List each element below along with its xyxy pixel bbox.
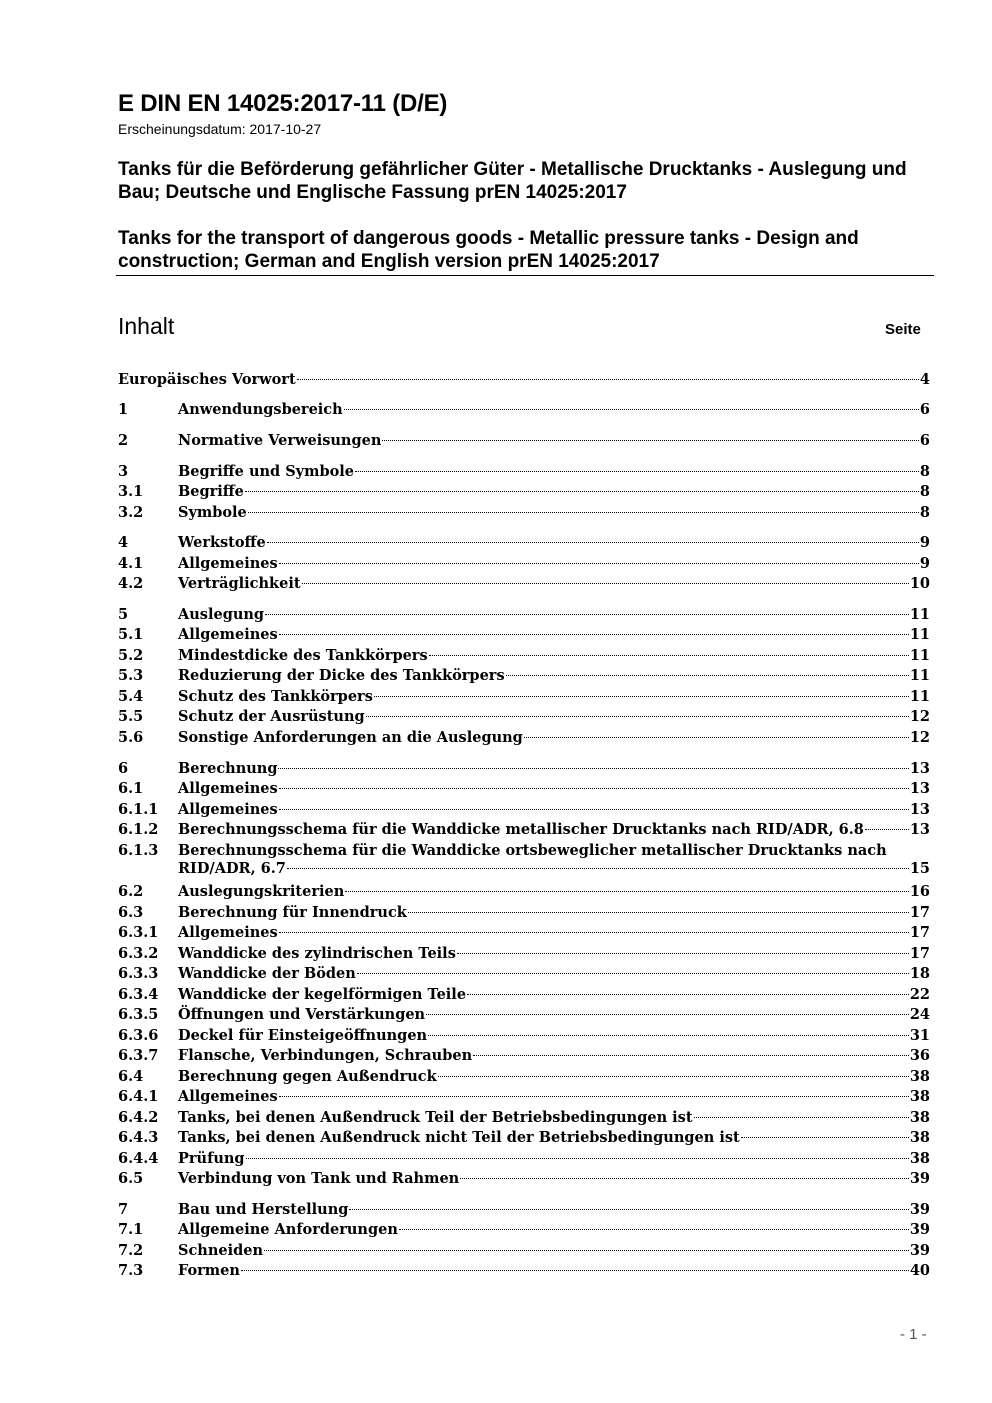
- toc-entry-title: Auslegung: [178, 606, 265, 623]
- toc-entry-page: 39: [909, 1201, 930, 1218]
- toc-entry[interactable]: [118, 965, 930, 985]
- toc-entry-number: 5: [118, 606, 129, 623]
- toc-entry-page: 40: [909, 1262, 930, 1279]
- toc-entry-page: 12: [909, 708, 930, 725]
- toc-entry-title: Verträglichkeit: [178, 575, 301, 592]
- toc-entry-title: Auslegungskriterien: [178, 883, 345, 900]
- toc-entry[interactable]: [118, 575, 930, 595]
- document-id: E DIN EN 14025:2017-11 (D/E): [118, 90, 448, 117]
- toc-entry-number: 6.4.2: [118, 1109, 159, 1126]
- toc-entry-title: Werkstoffe: [178, 534, 266, 551]
- publication-date: Erscheinungsdatum: 2017-10-27: [118, 121, 322, 137]
- toc-entry-number: 5.2: [118, 647, 144, 664]
- toc-entry-title: Tanks, bei denen Außendruck nicht Teil der Betriebsbedingungen ist: [178, 1129, 740, 1146]
- toc-entry[interactable]: [118, 924, 930, 944]
- leader-dots: [265, 614, 909, 615]
- leader-dots: [278, 768, 908, 769]
- leader-dots: [741, 1137, 909, 1138]
- toc-entry[interactable]: [118, 504, 930, 524]
- leader-dots: [279, 1096, 909, 1097]
- toc-entry-page: 17: [909, 945, 930, 962]
- toc-entry[interactable]: [118, 883, 930, 903]
- toc-entry-page: 11: [909, 688, 930, 705]
- leader-dots: [279, 809, 909, 810]
- toc-entry-title: Deckel für Einsteigeöffnungen: [178, 1027, 428, 1044]
- toc-entry-page: 4: [919, 371, 930, 388]
- toc-entry-title: Allgemeine Anforderungen: [178, 1221, 398, 1238]
- toc-entry-number: 5.6: [118, 729, 144, 746]
- toc-entry[interactable]: [118, 842, 930, 882]
- toc-entry-page: 6: [919, 432, 930, 449]
- toc-entry[interactable]: [118, 801, 930, 821]
- toc-entry-page: 13: [909, 801, 930, 818]
- toc-entry-number: 6.3: [118, 904, 144, 921]
- toc-entry-title: Europäisches Vorwort: [118, 371, 296, 388]
- leader-dots: [345, 891, 909, 892]
- leader-dots: [355, 471, 919, 472]
- toc-entry-title: Sonstige Anforderungen an die Auslegung: [178, 729, 523, 746]
- toc-entry[interactable]: [118, 708, 930, 728]
- toc-entry[interactable]: [118, 401, 930, 421]
- toc-entry-number: 6.1.1: [118, 801, 159, 818]
- toc-entry-page: 15: [909, 860, 930, 877]
- leader-dots: [264, 1250, 909, 1251]
- leader-dots: [382, 440, 919, 441]
- toc-entry[interactable]: [118, 1109, 930, 1129]
- toc-entry-number: 6.4.4: [118, 1150, 159, 1167]
- toc-entry-title: Allgemeines: [178, 780, 278, 797]
- toc-entry-title: Prüfung: [178, 1150, 245, 1167]
- toc-entry-page: 16: [909, 883, 930, 900]
- toc-entry-page: 10: [909, 575, 930, 592]
- leader-dots: [279, 563, 919, 564]
- toc-entry-page: 9: [919, 555, 930, 572]
- toc-entry-page: 6: [919, 401, 930, 418]
- toc-entry[interactable]: [118, 432, 930, 452]
- toc-entry-title: Schneiden: [178, 1242, 264, 1259]
- toc-entry-page: 38: [909, 1068, 930, 1085]
- toc-entry-page: 39: [909, 1221, 930, 1238]
- toc-entry-title: Bau und Herstellung: [178, 1201, 349, 1218]
- toc-entry-number: 7.2: [118, 1242, 144, 1259]
- header-divider: [116, 275, 934, 276]
- toc-entry-page: 13: [909, 821, 930, 838]
- leader-dots: [245, 491, 919, 492]
- toc-entry-title: Mindestdicke des Tankkörpers: [178, 647, 428, 664]
- leader-dots: [865, 829, 909, 830]
- toc-entry-title-continued: RID/ADR, 6.7: [178, 860, 286, 877]
- page-column-label: Seite: [885, 321, 921, 338]
- toc-entry[interactable]: [118, 555, 930, 575]
- toc-entry[interactable]: [118, 626, 930, 646]
- leader-dots: [267, 542, 919, 543]
- toc-entry-page: 39: [909, 1242, 930, 1259]
- leader-dots: [344, 409, 919, 410]
- leader-dots: [357, 973, 909, 974]
- toc-entry-page: 38: [909, 1088, 930, 1105]
- toc-entry-page: 24: [909, 1006, 930, 1023]
- toc-entry-page: 8: [919, 483, 930, 500]
- toc-entry[interactable]: [118, 534, 930, 554]
- leader-dots: [467, 994, 909, 995]
- toc-entry-page: 38: [909, 1129, 930, 1146]
- toc-entry-title: Allgemeines: [178, 924, 278, 941]
- toc-entry-title: Begriffe: [178, 483, 244, 500]
- leader-dots: [473, 1055, 909, 1056]
- toc-entry-page: 8: [919, 504, 930, 521]
- toc-entry[interactable]: [118, 1088, 930, 1108]
- title-english: Tanks for the transport of dangerous goods - Metallic pressure tanks - Design and construction; German and English version prEN 14025:2017: [118, 228, 859, 272]
- toc-entry-title: Verbindung von Tank und Rahmen: [178, 1170, 460, 1187]
- leader-dots: [279, 634, 909, 635]
- toc-entry-title: Schutz der Ausrüstung: [178, 708, 365, 725]
- toc-entry-page: 8: [919, 463, 930, 480]
- toc-entry-page: 11: [909, 626, 930, 643]
- leader-dots: [246, 1158, 909, 1159]
- leader-dots: [302, 583, 909, 584]
- toc-entry-title: Berechnungsschema für die Wanddicke ortsbeweglicher metallischer Drucktanks nach: [178, 842, 887, 859]
- toc-entry-page: 13: [909, 760, 930, 777]
- toc-entry-page: 13: [909, 780, 930, 797]
- toc-entry-title: Flansche, Verbindungen, Schrauben: [178, 1047, 473, 1064]
- toc-entry-title: Symbole: [178, 504, 247, 521]
- toc-entry-number: 6.2: [118, 883, 144, 900]
- toc-entry-number: 6.3.2: [118, 945, 159, 962]
- leader-dots: [248, 512, 919, 513]
- toc-entry-number: 6.4.3: [118, 1129, 159, 1146]
- leader-dots: [279, 932, 909, 933]
- toc-entry-page: 11: [909, 606, 930, 623]
- leader-dots: [374, 696, 909, 697]
- leader-dots: [457, 953, 909, 954]
- leader-dots: [399, 1229, 909, 1230]
- title-german: Tanks für die Beförderung gefährlicher Güter - Metallische Drucktanks - Auslegung und Bau; Deutsche und Englische Fassung prEN 14025:2017: [118, 159, 907, 203]
- toc-entry-title: Öffnungen und Verstärkungen: [178, 1006, 426, 1023]
- toc-entry-number: 2: [118, 432, 129, 449]
- toc-entry-page: 38: [909, 1150, 930, 1167]
- toc-entry-title: Formen: [178, 1262, 240, 1279]
- toc-entry[interactable]: [118, 1262, 930, 1282]
- toc-entry-number: 7.3: [118, 1262, 144, 1279]
- toc-entry-page: 11: [909, 647, 930, 664]
- leader-dots: [349, 1209, 908, 1210]
- toc-entry-page: 31: [909, 1027, 930, 1044]
- toc-entry-number: 6.1.2: [118, 821, 159, 838]
- toc-entry[interactable]: [118, 1201, 930, 1221]
- toc-entry[interactable]: [118, 1221, 930, 1241]
- toc-entry-title: Reduzierung der Dicke des Tankkörpers: [178, 667, 505, 684]
- toc-entry-page: 17: [909, 904, 930, 921]
- toc-entry-number: 5.3: [118, 667, 144, 684]
- toc-entry-number: 6.3.7: [118, 1047, 159, 1064]
- toc-entry-number: 6.1.3: [118, 842, 159, 859]
- toc-entry-number: 6.4: [118, 1068, 144, 1085]
- toc-entry-page: 9: [919, 534, 930, 551]
- toc-entry[interactable]: [118, 904, 930, 924]
- toc-entry-page: 36: [909, 1047, 930, 1064]
- leader-dots: [426, 1014, 909, 1015]
- toc-entry-page: 22: [909, 986, 930, 1003]
- toc-entry[interactable]: [118, 667, 930, 687]
- toc-entry-title: Berechnung: [178, 760, 278, 777]
- toc-entry[interactable]: [118, 1047, 930, 1067]
- leader-dots: [241, 1270, 909, 1271]
- toc-entry[interactable]: [118, 1068, 930, 1088]
- toc-entry[interactable]: [118, 821, 930, 841]
- toc-entry[interactable]: [118, 647, 930, 667]
- leader-dots: [428, 1035, 909, 1036]
- toc-entry[interactable]: [118, 463, 930, 483]
- leader-dots: [297, 379, 919, 380]
- toc-entry-title: Berechnung für Innendruck: [178, 904, 407, 921]
- toc-entry[interactable]: [118, 688, 930, 708]
- toc-entry-page: 18: [909, 965, 930, 982]
- toc-entry-number: 6.3.5: [118, 1006, 159, 1023]
- toc-entry[interactable]: [118, 483, 930, 503]
- toc-entry[interactable]: [118, 606, 930, 626]
- toc-entry-number: 6.3.4: [118, 986, 159, 1003]
- toc-entry-page: 38: [909, 1109, 930, 1126]
- toc-entry-title: Tanks, bei denen Außendruck Teil der Betriebsbedingungen ist: [178, 1109, 693, 1126]
- leader-dots: [438, 1076, 909, 1077]
- toc-entry-number: 6.5: [118, 1170, 144, 1187]
- toc-entry[interactable]: [118, 760, 930, 780]
- toc-entry[interactable]: [118, 1027, 930, 1047]
- toc-entry-title: Allgemeines: [178, 555, 278, 572]
- toc-entry-page: 17: [909, 924, 930, 941]
- leader-dots: [429, 655, 909, 656]
- toc-entry-number: 6.4.1: [118, 1088, 159, 1105]
- toc-entry[interactable]: [118, 1150, 930, 1170]
- toc-entry-number: 6.3.1: [118, 924, 159, 941]
- toc-entry-number: 6.3.3: [118, 965, 159, 982]
- leader-dots: [460, 1178, 909, 1179]
- toc-entry-page: 39: [909, 1170, 930, 1187]
- toc-entry-number: 5.1: [118, 626, 144, 643]
- toc-entry[interactable]: [118, 1170, 930, 1190]
- toc-entry[interactable]: [118, 1006, 930, 1026]
- toc-entry-number: 5.4: [118, 688, 144, 705]
- toc-entry-number: 6.3.6: [118, 1027, 159, 1044]
- toc-entry-title: Wanddicke des zylindrischen Teils: [178, 945, 456, 962]
- toc-entry-page: 12: [909, 729, 930, 746]
- toc-entry-number: 6: [118, 760, 129, 777]
- toc-entry[interactable]: [118, 945, 930, 965]
- toc-heading: Inhalt: [118, 313, 175, 339]
- leader-dots: [279, 788, 909, 789]
- toc-entry-number: 7: [118, 1201, 129, 1218]
- toc-entry[interactable]: [118, 371, 930, 391]
- toc-entry[interactable]: [118, 729, 930, 749]
- toc-entry-title: Normative Verweisungen: [178, 432, 382, 449]
- toc-entry-title: Allgemeines: [178, 626, 278, 643]
- toc-entry[interactable]: [118, 986, 930, 1006]
- leader-dots: [408, 912, 909, 913]
- toc-entry-title: Berechnungsschema für die Wanddicke metallischer Drucktanks nach RID/ADR, 6.8: [178, 821, 864, 838]
- toc-entry-number: 6.1: [118, 780, 144, 797]
- toc-entry-title: Berechnung gegen Außendruck: [178, 1068, 437, 1085]
- toc-entry-number: 7.1: [118, 1221, 144, 1238]
- toc-entry-number: 4.2: [118, 575, 144, 592]
- toc-entry-number: 3: [118, 463, 129, 480]
- toc-entry-number: 5.5: [118, 708, 144, 725]
- toc-entry-number: 3.1: [118, 483, 144, 500]
- toc-entry-title: Allgemeines: [178, 1088, 278, 1105]
- toc-entry-number: 1: [118, 401, 129, 418]
- leader-dots: [506, 675, 909, 676]
- toc-entry-page: 11: [909, 667, 930, 684]
- toc-entry-title: Anwendungsbereich: [178, 401, 343, 418]
- toc-entry-title: Begriffe und Symbole: [178, 463, 354, 480]
- toc-entry[interactable]: [118, 780, 930, 800]
- leader-dots: [287, 868, 909, 869]
- toc-entry-title: Schutz des Tankkörpers: [178, 688, 373, 705]
- toc-entry-number: 3.2: [118, 504, 144, 521]
- toc-entry-title: Wanddicke der Böden: [178, 965, 356, 982]
- toc-entry[interactable]: [118, 1242, 930, 1262]
- toc-entry-number: 4.1: [118, 555, 144, 572]
- page-number: - 1 -: [900, 1326, 927, 1343]
- toc-entry[interactable]: [118, 1129, 930, 1149]
- leader-dots: [366, 716, 909, 717]
- toc-entry-number: 4: [118, 534, 129, 551]
- leader-dots: [694, 1117, 909, 1118]
- leader-dots: [524, 737, 909, 738]
- toc-entry-title: Wanddicke der kegelförmigen Teile: [178, 986, 467, 1003]
- toc-entry-title: Allgemeines: [178, 801, 278, 818]
